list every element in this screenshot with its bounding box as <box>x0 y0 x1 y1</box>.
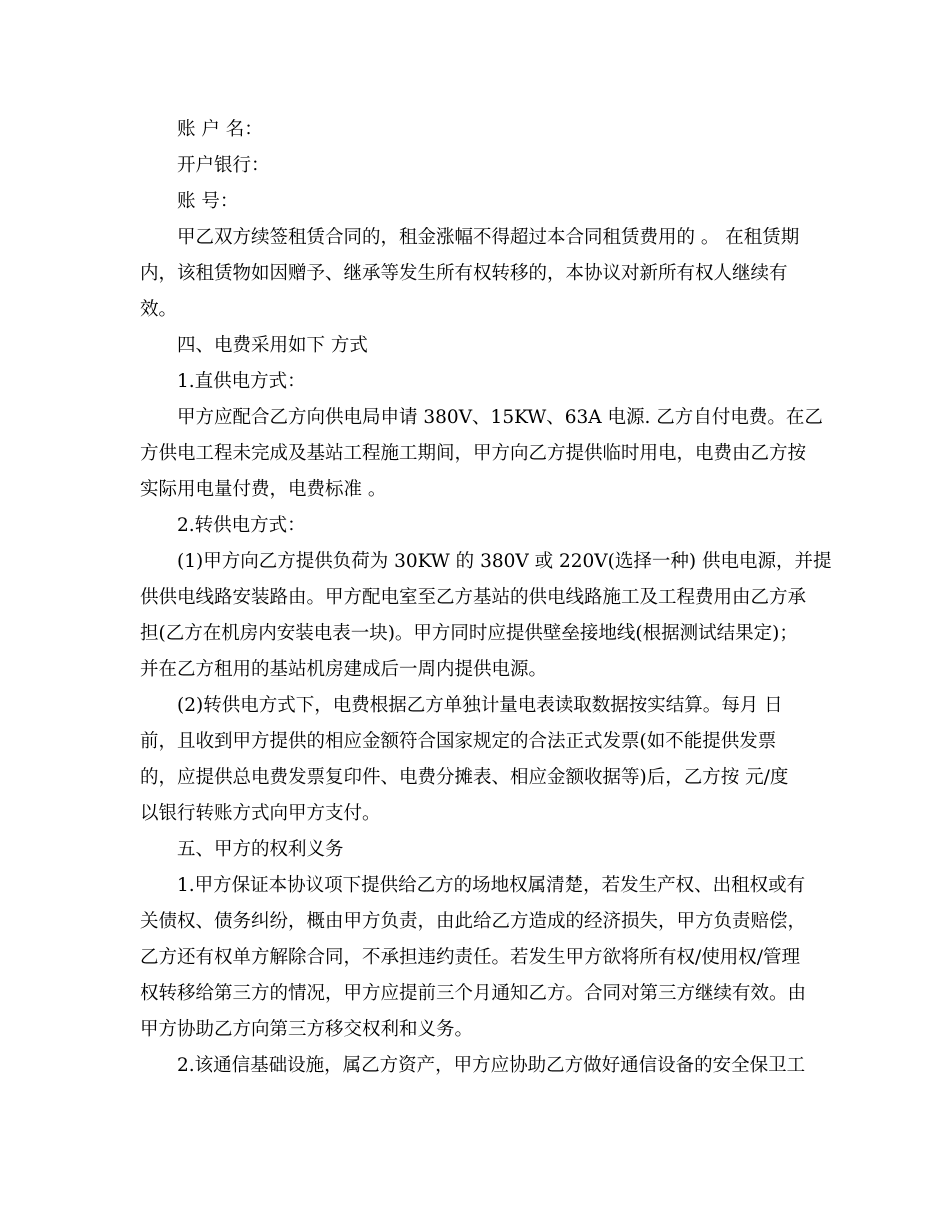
document-line: 关债权、债务纠纷，概由甲方负责，由此给乙方造成的经济损失，甲方负责赔偿， <box>140 911 807 932</box>
document-line: 甲方协助乙方向第三方移交权利和义务。 <box>140 1019 474 1040</box>
document-line: 担(乙方在机房内安装电表一块)。甲方同时应提供壁垒接地线(根据测试结果定)； <box>140 623 798 644</box>
document-line: 权转移给第三方的情况，甲方应提前三个月通知乙方。合同对第三方继续有效。由 <box>140 983 807 1004</box>
document-line: 2.该通信基础设施，属乙方资产，甲方应协助乙方做好通信设备的安全保卫工 <box>177 1055 806 1076</box>
document-line: 甲方应配合乙方向供电局申请 380V、15KW、63A 电源. 乙方自付电费。在乙 <box>177 407 823 428</box>
document-line: 的，应提供总电费发票复印件、电费分摊表、相应金额收据等)后，乙方按 元/度 <box>140 767 789 788</box>
document-body <box>140 115 832 1081</box>
document-line: 甲乙双方续签租赁合同的，租金涨幅不得超过本合同租赁费用的 。 在租赁期 <box>177 227 800 248</box>
document-line: 以银行转账方式向甲方支付。 <box>140 803 381 824</box>
document-line: 账 号： <box>177 191 239 212</box>
document-line: 方供电工程未完成及基站工程施工期间，甲方向乙方提供临时用电，电费由乙方按 <box>140 443 807 464</box>
document-line: (1)甲方向乙方提供负荷为 30KW 的 380V 或 220V(选择一种) 供电电源，并提 <box>177 551 832 572</box>
document-line: 前，且收到甲方提供的相应金额符合国家规定的合法正式发票(如不能提供发票 <box>140 731 777 752</box>
document-line: 五、甲方的权利义务 <box>177 839 344 860</box>
document-line: (2)转供电方式下，电费根据乙方单独计量电表读取数据按实结算。每月 日 <box>177 695 783 716</box>
document-line: 1.甲方保证本协议项下提供给乙方的场地权属清楚，若发生产权、出租权或有 <box>177 875 806 896</box>
document-line: 效。 <box>140 299 178 320</box>
document-line: 开户银行： <box>177 155 270 176</box>
document-line: 账 户 名： <box>177 119 263 140</box>
document-line: 1.直供电方式： <box>177 371 306 392</box>
document-line: 乙方还有权单方解除合同，不承担违约责任。若发生甲方欲将所有权/使用权/管理 <box>140 947 800 968</box>
document-line: 内，该租赁物如因赠予、继承等发生所有权转移的，本协议对新所有权人继续有 <box>140 263 788 284</box>
document-line: 四、电费采用如下 方式 <box>177 335 368 356</box>
document-line: 2.转供电方式： <box>177 515 306 536</box>
document-line: 并在乙方租用的基站机房建成后一周内提供电源。 <box>140 659 548 680</box>
document-line: 供供电线路安装路由。甲方配电室至乙方基站的供电线路施工及工程费用由乙方承 <box>140 587 807 608</box>
document-line: 实际用电量付费，电费标准 。 <box>140 479 387 500</box>
